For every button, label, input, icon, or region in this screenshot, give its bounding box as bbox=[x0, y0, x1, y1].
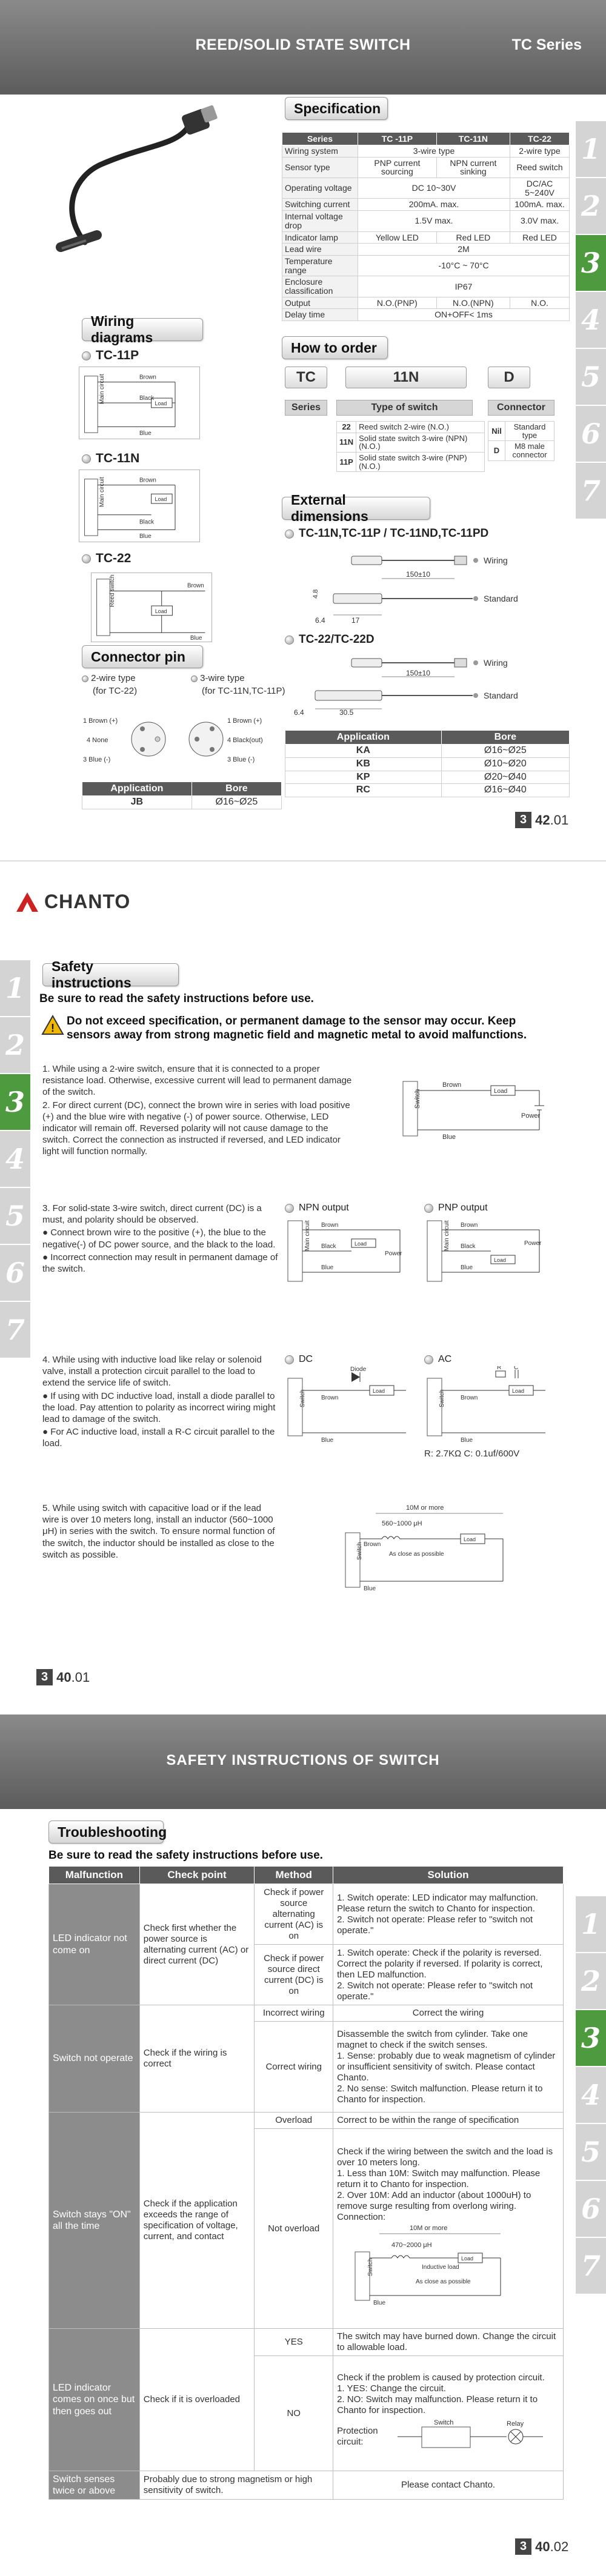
svg-text:Standard: Standard bbox=[484, 691, 518, 700]
svg-text:Switch: Switch bbox=[367, 2258, 375, 2276]
svg-text:4.8: 4.8 bbox=[312, 589, 319, 599]
bullet-icon bbox=[424, 1204, 433, 1213]
svg-text:Blue: Blue bbox=[364, 1585, 376, 1592]
npn-diagram bbox=[285, 1218, 421, 1284]
svg-text:Relay: Relay bbox=[507, 2420, 524, 2428]
svg-text:3 Blue (-): 3 Blue (-) bbox=[227, 756, 255, 763]
tc11p-diagram bbox=[79, 367, 200, 439]
svg-text:Diode: Diode bbox=[350, 1366, 367, 1373]
svg-text:Switch: Switch bbox=[434, 2418, 454, 2426]
table-row: Internal voltage drop 1.5V max. 3.0V max. bbox=[282, 211, 570, 231]
svg-text:Blue: Blue bbox=[442, 1134, 456, 1141]
svg-text:Brown: Brown bbox=[139, 374, 156, 381]
safety-item-5: 5. While using switch with capacitive load or if the lead wire is over 10 meters long, install an inductor (560~1000 μH) in series with the switch. To ensure normal function of the switch, the inductor should be installed as close to the switch as possible. bbox=[42, 1503, 275, 1560]
pnp-title: PNP output bbox=[424, 1203, 488, 1213]
connector-3wire: 3-wire type (for TC-11N,TC-11P) bbox=[191, 672, 294, 698]
svg-text:Blue: Blue bbox=[139, 533, 152, 540]
page-divider bbox=[0, 860, 606, 861]
tab-1[interactable]: 1 bbox=[0, 960, 30, 1017]
svg-text:Load: Load bbox=[494, 1257, 507, 1263]
product-photo bbox=[48, 103, 230, 261]
svg-text:Black: Black bbox=[139, 395, 155, 402]
table-row: 22 Reed switch 2-wire (N.O.) bbox=[337, 422, 485, 433]
table-row: LED indicator comes on once but then goes out Check if it is overloaded YES The switch may have burned down. Change the circuit to allowable load. bbox=[49, 2329, 564, 2356]
table-row: Sensor type PNP current sourcing NPN current sinking Reed switch bbox=[282, 157, 570, 178]
two-wire-diagram bbox=[400, 1072, 558, 1145]
table-row: Indicator lamp Yellow LED Red LED Red LED bbox=[282, 231, 570, 244]
warning-icon bbox=[41, 1015, 64, 1035]
svg-text:Load: Load bbox=[464, 1536, 476, 1542]
tab-3[interactable]: 3 bbox=[0, 1074, 30, 1131]
order-type-table bbox=[336, 421, 485, 472]
npn-title: NPN output bbox=[285, 1203, 349, 1213]
tc11p-title: TC-11P bbox=[82, 348, 139, 363]
dc-title: DC bbox=[285, 1354, 313, 1365]
tab-5[interactable]: 5 bbox=[0, 1188, 30, 1245]
header-title: SAFETY INSTRUCTIONS OF SWITCH bbox=[166, 1752, 440, 1768]
inductor-diagram bbox=[339, 1502, 521, 1593]
svg-text:Load: Load bbox=[461, 2256, 474, 2262]
svg-text:Standard: Standard bbox=[484, 594, 518, 603]
tab-5[interactable]: 5 bbox=[576, 349, 606, 406]
table-row: 11P Solid state switch 3-wire (PNP) (N.O.) bbox=[337, 452, 485, 471]
table-row: NO Check if the problem is caused by protection circuit. 1. YES: Change the circuit. 2. NO: Switch may malfunction. Please return it to Chanto for inspection. Protection circuit: Switch Relay bbox=[49, 2356, 564, 2471]
table-row: Switch senses twice or above Probably due to strong magnetism or high sensitivity of switch. Please contact Chanto. bbox=[49, 2471, 564, 2500]
svg-text:10M or more: 10M or more bbox=[410, 2225, 448, 2232]
tc11n-diagram bbox=[79, 470, 200, 542]
ext-sub2: TC-22/TC-22D bbox=[285, 633, 375, 646]
svg-text:6.4: 6.4 bbox=[294, 708, 304, 717]
bullet-icon bbox=[82, 676, 88, 682]
order-heading: How to order bbox=[282, 336, 388, 359]
table-row: Correct wiring Disassemble the switch from cylinder. Take one magnet to check if the switch senses. 1. Sense: probably due to weak magnetism of cylinder or insufficient sensitivity of switch. Please contact Chanto. 2. No sense: Switch malfunction. Please return it to Chanto for inspection. bbox=[49, 2022, 564, 2113]
main-circuit-label: Main circuit bbox=[99, 374, 106, 404]
svg-text:R: R bbox=[497, 1366, 502, 1371]
svg-text:17: 17 bbox=[351, 616, 360, 625]
tab-6[interactable]: 6 bbox=[576, 406, 606, 463]
safety-item-3: 3. For solid-state 3-wire switch, direct current (DC) is a must, and polarity should be observed. ● Connect brown wire to the positive (+), the blue to the negative(-) of DC power source, and the black to the load. ● Incorrect connection may result in permanent damage of the switch. bbox=[42, 1203, 278, 1274]
svg-text:150±10: 150±10 bbox=[406, 669, 430, 677]
safety-item-4: 4. While using with inductive load like relay or solenoid valve, install a protection circuit parallel to the load to extend the service life of switch. ● If using with DC inductive load, install a diode parallel to the load. Pay attention to polarity as incorrect wiring might lead to damage of the switch. ● For AC inductive load, install a R-C circuit parallel to the load. bbox=[42, 1355, 276, 1449]
tab-6[interactable]: 6 bbox=[0, 1245, 30, 1302]
table-row: LED indicator not come on Check first whether the power source is alternating current (AC) or direct current (DC) Check if power source alternating current (AC) is on 1. Switch operate: LED indicator may malfunction. Please return the switch to Chanto for inspection. 2. Switch not operate: Please refer to "switch not operate." bbox=[49, 1884, 564, 1945]
svg-text:Switch: Switch bbox=[356, 1542, 363, 1560]
svg-text:Wiring: Wiring bbox=[484, 658, 508, 668]
tc22-title: TC-22 bbox=[82, 551, 131, 566]
page-number: 3 40 .02 bbox=[515, 2538, 568, 2555]
svg-text:470~2000 μH: 470~2000 μH bbox=[391, 2242, 432, 2249]
table-row: KA Ø16~Ø25 bbox=[285, 745, 570, 758]
tab-2[interactable]: 2 bbox=[576, 1953, 606, 2010]
svg-text:Load: Load bbox=[494, 1088, 508, 1095]
svg-text:Blue: Blue bbox=[139, 430, 152, 437]
svg-text:Power: Power bbox=[521, 1112, 541, 1120]
svg-text:As close as possible: As close as possible bbox=[389, 1551, 444, 1558]
table-row: Delay time ON+OFF< 1ms bbox=[282, 309, 570, 321]
table-row: Lead wire 2M bbox=[282, 244, 570, 256]
trouble-heading: Troubleshooting bbox=[48, 1821, 164, 1844]
bullet-icon bbox=[285, 529, 294, 539]
svg-text:Blue: Blue bbox=[321, 1437, 334, 1444]
svg-text:Wiring: Wiring bbox=[484, 556, 508, 565]
chapter-tabs-left bbox=[0, 960, 30, 1359]
table-row: RC Ø16~Ø40 bbox=[285, 784, 570, 797]
safety-item-1-2: 1. While using a 2-wire switch, ensure that it is connected to a proper resistance load. Otherwise, excessive current will lead to permanent damage of the switch. 2. For direct current (DC), connect the brown wire in series with load positive (+) and the blue wire with negative (-) of power source. Otherwise, LED indicator will remain off. Reversed polarity will not cause damage to the switch. Correct the connection as instructed if reversed, and LED indicator light will function normally. bbox=[42, 1064, 352, 1157]
spec-header: Series bbox=[282, 133, 358, 145]
tab-4[interactable]: 4 bbox=[576, 2067, 606, 2124]
svg-text:6.4: 6.4 bbox=[315, 616, 325, 625]
svg-text:4 Black(out): 4 Black(out) bbox=[227, 737, 263, 744]
svg-text:Load: Load bbox=[373, 1388, 385, 1394]
table-row: Switching current 200mA. max. 100mA. max. bbox=[282, 199, 570, 211]
tab-7[interactable]: 7 bbox=[576, 463, 606, 520]
svg-text:Blue: Blue bbox=[190, 635, 202, 642]
tab-2[interactable]: 2 bbox=[0, 1017, 30, 1074]
connector-2wire: 2-wire type (for TC-22) bbox=[82, 672, 173, 698]
order-series-code: TC bbox=[285, 367, 327, 388]
bullet-icon bbox=[285, 1355, 294, 1364]
svg-text:Inductive load: Inductive load bbox=[422, 2264, 459, 2271]
dc-diagram bbox=[285, 1366, 418, 1445]
safety-subtitle: Be sure to read the safety instructions before use. bbox=[39, 992, 314, 1005]
spec-header: TC -11P bbox=[358, 133, 437, 145]
tab-5[interactable]: 5 bbox=[576, 2124, 606, 2181]
connector-2wire-diagram bbox=[82, 706, 179, 772]
svg-text:1 Brown (+): 1 Brown (+) bbox=[227, 717, 262, 725]
svg-text:3 Blue (-): 3 Blue (-) bbox=[83, 756, 111, 763]
svg-text:150±10: 150±10 bbox=[406, 570, 430, 579]
svg-text:!: ! bbox=[51, 1022, 55, 1034]
svg-text:Brown: Brown bbox=[139, 477, 156, 484]
chanto-logo: CHANTO bbox=[15, 891, 130, 913]
svg-text:560~1000 μH: 560~1000 μH bbox=[382, 1520, 422, 1527]
tab-3[interactable]: 3 bbox=[576, 235, 606, 292]
safety-heading: Safety instructions bbox=[42, 963, 179, 986]
header-title: REED/SOLID STATE SWITCH bbox=[195, 36, 411, 53]
page3-header bbox=[0, 1715, 606, 1809]
pnp-diagram bbox=[424, 1218, 561, 1284]
table-row: Enclosure classification IP67 bbox=[282, 276, 570, 297]
rc-values: R: 2.7KΩ C: 0.1uf/600V bbox=[424, 1449, 520, 1459]
order-connector-table bbox=[488, 421, 554, 461]
wiring-heading: Wiring diagrams bbox=[82, 318, 203, 341]
svg-text:Power: Power bbox=[385, 1250, 402, 1257]
table-row: Temperature range -10°C ~ 70°C bbox=[282, 255, 570, 276]
svg-text:Load: Load bbox=[355, 1241, 367, 1247]
svg-text:C: C bbox=[514, 1366, 519, 1371]
tab-7[interactable]: 7 bbox=[576, 2238, 606, 2295]
svg-text:Brown: Brown bbox=[364, 1541, 381, 1548]
table-row: Wiring system 3-wire type 2-wire type bbox=[282, 145, 570, 158]
table-row: Operating voltage DC 10~30V DC/AC 5~240V bbox=[282, 178, 570, 199]
svg-text:Main circuit: Main circuit bbox=[444, 1220, 450, 1251]
protection-circuit-diagram bbox=[398, 2418, 543, 2455]
svg-text:Main circuit: Main circuit bbox=[99, 477, 106, 507]
tc11n-title: TC-11N bbox=[82, 451, 139, 466]
ext-heading: External dimensions bbox=[282, 497, 430, 520]
svg-text:Brown: Brown bbox=[321, 1395, 339, 1401]
ext-drawing-2 bbox=[291, 651, 545, 724]
table-row: 11N Solid state switch 3-wire (NPN) (N.O.) bbox=[337, 433, 485, 452]
svg-text:Power: Power bbox=[524, 1240, 542, 1247]
svg-text:Blue: Blue bbox=[461, 1264, 473, 1271]
svg-text:Brown: Brown bbox=[321, 1222, 339, 1229]
spec-header: TC-11N bbox=[436, 133, 510, 145]
tab-7[interactable]: 7 bbox=[0, 1302, 30, 1359]
svg-text:30.5: 30.5 bbox=[339, 708, 354, 717]
svg-text:1 Brown (+): 1 Brown (+) bbox=[83, 717, 118, 725]
page-number: 3 42 .01 bbox=[515, 812, 568, 828]
svg-text:Brown: Brown bbox=[461, 1395, 478, 1401]
ext-app-table: Application Bore KA Ø16~Ø25 KB Ø10~Ø20 KP Ø20~Ø40 RC Ø16~Ø40 bbox=[285, 730, 570, 797]
bullet-icon bbox=[82, 454, 91, 463]
svg-text:Load: Load bbox=[155, 400, 167, 407]
tab-3[interactable]: 3 bbox=[576, 2010, 606, 2067]
page-number: 3 40 .01 bbox=[36, 1669, 90, 1685]
svg-text:Brown: Brown bbox=[442, 1081, 462, 1089]
inductor-connection-diagram bbox=[337, 2223, 519, 2308]
bullet-icon bbox=[191, 676, 198, 682]
table-row: Switch stays "ON" all the time Check if the application exceeds the range of specification of voltage, current, and contact Overload Correct to be within the range of specification bbox=[49, 2113, 564, 2129]
svg-text:Black: Black bbox=[461, 1243, 476, 1250]
table-row: JB Ø16~Ø25 bbox=[82, 796, 282, 809]
chanto-logo-icon bbox=[15, 891, 39, 913]
spec-heading: Specification bbox=[285, 97, 388, 120]
warning-text: Do not exceed specification, or permanent damage to the sensor may occur. Keep sensors away from strong magnetic field and magnetic metal to avoid malfunctions. bbox=[67, 1015, 527, 1041]
order-type-code: 11N bbox=[345, 367, 467, 388]
order-series-label: Series bbox=[285, 400, 327, 416]
table-row: Not overload Check if the wiring between the switch and the load is over 10 meters long. 1. Less than 10M: Switch may malfunction. Please return it to Chanto for inspection. 2. Over 10M: Add an inductor (about 1000uH) to remove surge resulting from overlong wiring. Connection: 10M or more 470~2000 μH Switch Load Inductive load As close as possible Blue bbox=[49, 2129, 564, 2329]
tab-4[interactable]: 4 bbox=[576, 292, 606, 349]
table-row: KB Ø10~Ø20 bbox=[285, 757, 570, 771]
chapter-tabs bbox=[576, 121, 606, 520]
table-row: Check if power source direct current (DC) is on 1. Switch operate: Check if the polarity is reversed. Correct the polarity if reversed. If polarity is correct, then LED malfunction. 2. Switch not operate: Please refer to "switch not operate." bbox=[49, 1945, 564, 2005]
table-row: D M8 male connector bbox=[488, 441, 554, 460]
svg-text:4 None: 4 None bbox=[87, 737, 108, 744]
spec-table bbox=[282, 132, 570, 321]
svg-text:Load: Load bbox=[512, 1388, 525, 1394]
connector-app-table: Application Bore JB Ø16~Ø25 bbox=[82, 782, 282, 809]
ext-sub1: TC-11N,TC-11P / TC-11ND,TC-11PD bbox=[285, 527, 488, 540]
svg-text:Reed switch: Reed switch bbox=[109, 574, 116, 608]
trouble-table: Malfunction Check point Method Solution LED indicator not come on Check first whether the power source is alternating current (AC) or direct current (DC) Check if power source alternating current (AC) is on 1. Switch operate: LED indicator may malfunction. Please return the switch to Chanto for inspection. 2. Switch not operate: Please refer to "switch not operate." Check if power source direct current (DC) is on 1. Switch operate: Check if the polarity is reversed. Correct the polarity if reversed. If polarity is correct, then LED malfunction. 2. Switch not operate: Please refer to "switch not operate." Switch not operate Check if the wiring is correct Incorrect wiring Correct the wiring Correct wiring Disassemble the switch from cylinder. Take one magnet to check if the switch senses. 1. Sense: probably due to weak magnetism of cylinder or insufficient sensitivity of switch. Please contact Chanto. 2. No sense: Switch malfunction. Please return it to Chanto for inspection. Switch stays "ON" all the time Check if the application exceeds the range of specification of voltage, current, and contact Overload Correct to be within the range of specification Not overload Check if the wiring between the switch and the load is over 10 meters long. 1. Less than 10M: Switch may malfunction. Please return it to Chanto for inspection. 2. Over 10M: Add an inductor (about 1000uH) to remove surge resulting from overlong wiring. Connection: 10M or more 470~2000 μH Switch Load Inductive load As close as possible Blue LED indicator comes on once but then goes out Check if it is overloaded YES The switch may have burned down. Change the circuit to allowable load. NO Check if the problem is caused by protection circuit. 1. YES: Change the circuit. 2. NO: Switch may malfunction. Please return it to Chanto for inspection. Protection circuit: Switch Relay Switch senses twice or above Probably due to strong magnetism or high sensitivity of switch. Please contact Chanto. bbox=[48, 1866, 564, 2500]
table-row: Nil Standard type bbox=[488, 422, 554, 441]
tab-2[interactable]: 2 bbox=[576, 178, 606, 235]
bullet-icon bbox=[285, 636, 294, 645]
page1-header bbox=[0, 0, 606, 95]
svg-text:Switch: Switch bbox=[439, 1389, 445, 1407]
table-row: Switch not operate Check if the wiring is correct Incorrect wiring Correct the wiring bbox=[49, 2005, 564, 2022]
spec-header: TC-22 bbox=[510, 133, 570, 145]
ac-title: AC bbox=[424, 1354, 451, 1365]
bullet-icon bbox=[424, 1355, 433, 1364]
table-row: Output N.O.(PNP) N.O.(NPN) N.O. bbox=[282, 297, 570, 309]
svg-text:Load: Load bbox=[155, 496, 167, 503]
svg-text:Blue: Blue bbox=[461, 1437, 473, 1444]
series-label: TC Series bbox=[511, 36, 582, 53]
tab-1[interactable]: 1 bbox=[576, 1896, 606, 1953]
bullet-icon bbox=[285, 1204, 294, 1213]
bullet-icon bbox=[82, 554, 91, 563]
svg-text:Blue: Blue bbox=[321, 1264, 334, 1271]
trouble-subtitle: Be sure to read the safety instructions before use. bbox=[48, 1849, 323, 1862]
svg-text:Switch: Switch bbox=[299, 1389, 306, 1407]
tab-4[interactable]: 4 bbox=[0, 1131, 30, 1188]
svg-text:Brown: Brown bbox=[461, 1222, 478, 1229]
tab-6[interactable]: 6 bbox=[576, 2181, 606, 2238]
svg-text:Switch: Switch bbox=[414, 1089, 421, 1109]
ext-drawing-1 bbox=[291, 545, 545, 630]
order-connector-label: Connector bbox=[488, 400, 554, 416]
svg-text:Black: Black bbox=[321, 1243, 336, 1250]
bullet-icon bbox=[82, 351, 91, 360]
svg-text:Load: Load bbox=[155, 608, 167, 614]
ac-diagram bbox=[424, 1366, 558, 1445]
svg-text:Brown: Brown bbox=[187, 582, 204, 589]
table-row: KP Ø20~Ø40 bbox=[285, 771, 570, 784]
svg-text:As close as possible: As close as possible bbox=[416, 2279, 471, 2285]
connector-heading: Connector pin bbox=[82, 645, 203, 668]
order-connector-code: D bbox=[488, 367, 530, 388]
svg-text:Main circuit: Main circuit bbox=[304, 1220, 311, 1251]
tc22-diagram bbox=[91, 573, 212, 642]
svg-text:Blue: Blue bbox=[373, 2300, 386, 2306]
connector-3wire-diagram bbox=[182, 706, 279, 772]
chapter-tabs bbox=[576, 1896, 606, 2295]
svg-text:Black: Black bbox=[139, 519, 155, 526]
tab-1[interactable]: 1 bbox=[576, 121, 606, 178]
order-type-label: Type of switch bbox=[336, 400, 473, 416]
svg-text:10M or more: 10M or more bbox=[406, 1504, 444, 1512]
